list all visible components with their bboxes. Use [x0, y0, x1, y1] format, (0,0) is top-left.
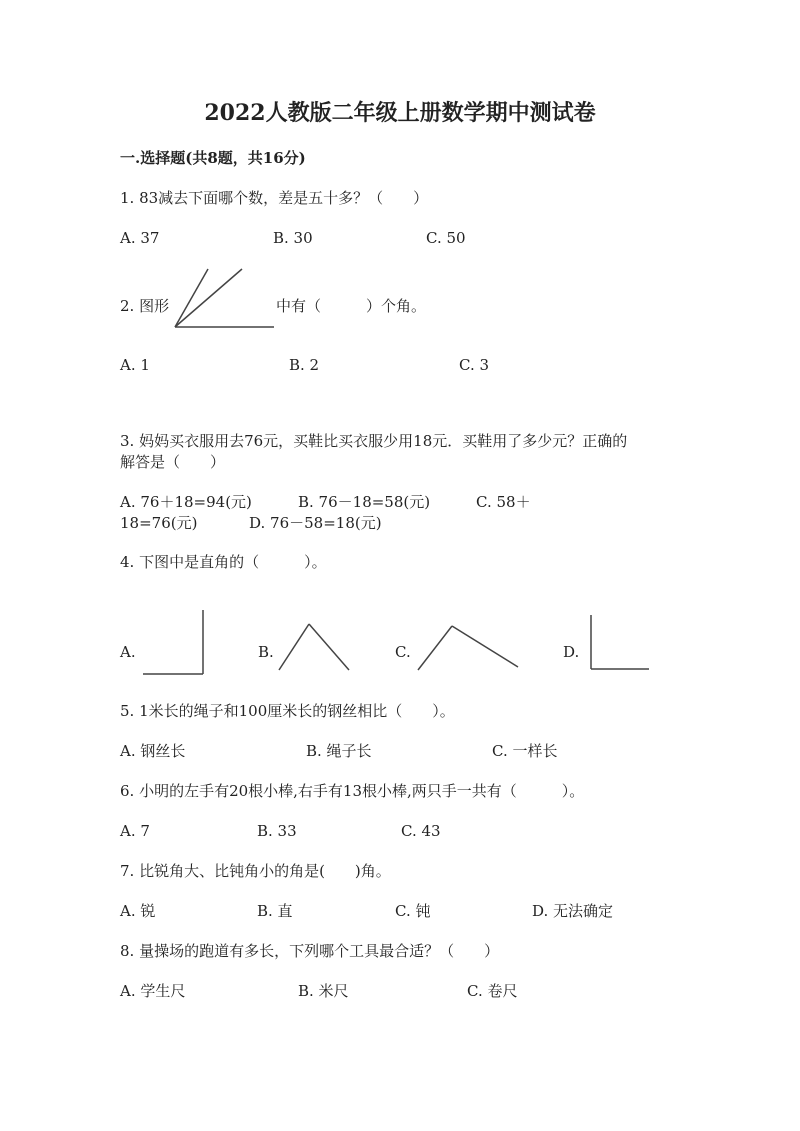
question-4-option-a-label: A. — [120, 643, 136, 661]
question-3-option-b: B. 76－18=58(元) — [298, 493, 431, 511]
question-8-option-b: B. 米尺 — [298, 982, 349, 1000]
question-3-stem-line2: 解答是（ ） — [120, 453, 226, 471]
angle-c-left-side — [418, 626, 452, 670]
question-4-option-c-figure — [414, 622, 524, 674]
question-5-stem: 5. 1米长的绳子和100厘米长的钢丝相比（ ）。 — [120, 702, 455, 720]
question-5-option-b: B. 绳子长 — [306, 742, 372, 760]
question-4-option-a-figure — [140, 608, 210, 678]
question-7-option-b: B. 直 — [257, 902, 293, 920]
question-7-stem: 7. 比锐角大、比钝角小的角是( )角。 — [120, 862, 391, 880]
question-2-option-c: C. 3 — [459, 356, 490, 374]
angle-ray-steep — [175, 269, 208, 327]
question-7-option-a: A. 锐 — [120, 902, 156, 920]
angle-b-left-side — [279, 624, 309, 670]
question-2-stem-after: 中有（ ）个角。 — [276, 297, 427, 315]
question-1-option-a: A. 37 — [120, 229, 160, 247]
question-7-option-d: D. 无法确定 — [532, 902, 614, 920]
question-4-option-b-label: B. — [258, 643, 274, 661]
question-5-option-c: C. 一样长 — [492, 742, 558, 760]
question-2-stem-before: 2. 图形 — [120, 297, 170, 315]
angle-ray-middle — [175, 269, 242, 327]
question-6-option-c: C. 43 — [401, 822, 441, 840]
question-5-option-a: A. 钢丝长 — [120, 742, 186, 760]
question-8-option-c: C. 卷尺 — [467, 982, 518, 1000]
question-2-angle-figure — [170, 265, 280, 335]
question-3-stem-line1: 3. 妈妈买衣服用去76元，买鞋比买衣服少用18元．买鞋用了多少元？正确的 — [120, 432, 628, 450]
question-2-option-a: A. 1 — [120, 356, 150, 374]
question-6-option-a: A. 7 — [120, 822, 150, 840]
section-heading: 一.选择题(共8题，共16分) — [120, 149, 306, 167]
question-1-option-b: B. 30 — [273, 229, 313, 247]
question-8-option-a: A. 学生尺 — [120, 982, 186, 1000]
question-3-option-d: D. 76－58=18(元) — [249, 514, 382, 532]
angle-b-right-side — [309, 624, 349, 670]
question-6-option-b: B. 33 — [257, 822, 297, 840]
question-4-option-c-label: C. — [395, 643, 411, 661]
question-4-option-d-figure — [587, 612, 653, 674]
question-1-option-c: C. 50 — [426, 229, 466, 247]
question-3-option-c: C. 58＋ — [476, 493, 531, 511]
question-3-option-c-continued: 18=76(元) — [120, 514, 198, 532]
question-8-stem: 8. 量操场的跑道有多长，下列哪个工具最合适？（ ） — [120, 942, 500, 960]
page-title: 2022人教版二年级上册数学期中测试卷 — [204, 100, 596, 126]
question-1-stem: 1. 83减去下面哪个数，差是五十多？（ ） — [120, 189, 429, 207]
question-2-option-b: B. 2 — [289, 356, 320, 374]
question-7-option-c: C. 钝 — [395, 902, 431, 920]
question-4-option-b-figure — [275, 620, 355, 675]
question-3-option-a: A. 76＋18=94(元) — [120, 493, 252, 511]
question-6-stem: 6. 小明的左手有20根小棒,右手有13根小棒,两只手一共有（ ）。 — [120, 782, 585, 800]
angle-c-right-side — [452, 626, 518, 667]
question-4-option-d-label: D. — [563, 643, 580, 661]
question-4-stem: 4. 下图中是直角的（ ）。 — [120, 553, 327, 571]
